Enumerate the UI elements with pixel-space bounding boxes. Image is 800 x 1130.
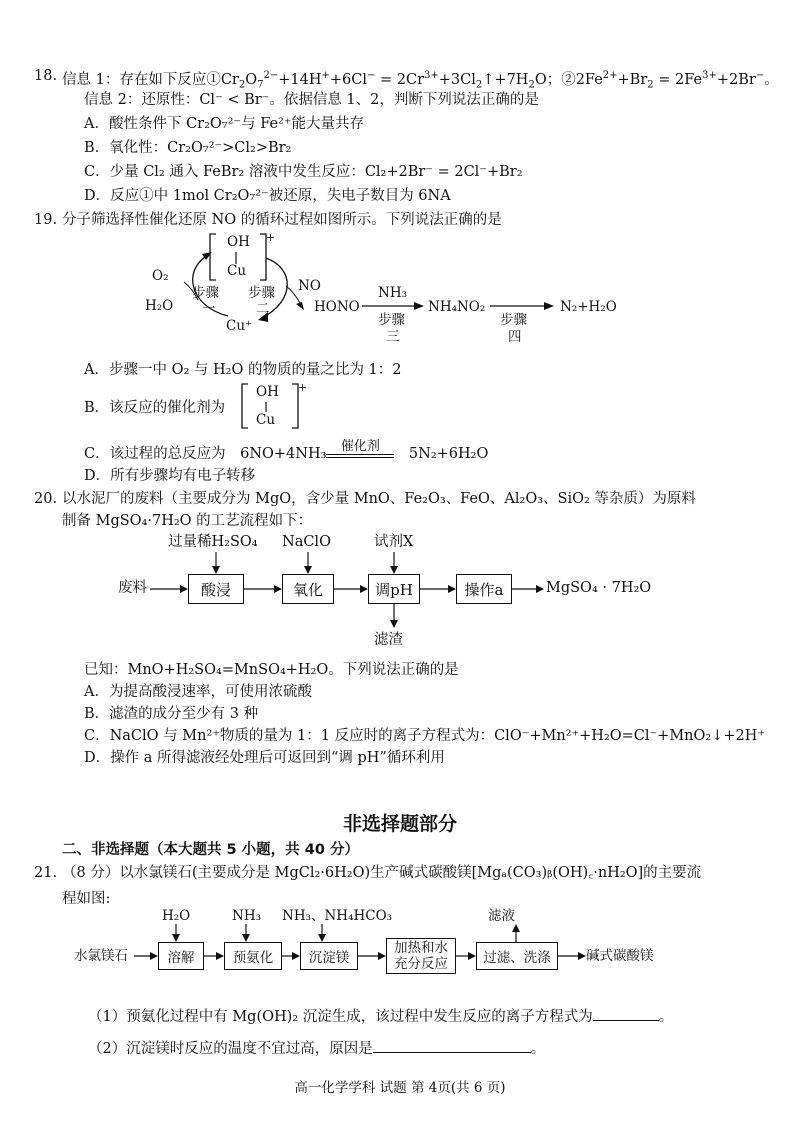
no-label: NO [298, 278, 321, 294]
reagent-h2so4: 过量稀H₂SO₄ [168, 534, 258, 550]
flow-residue: 滤渣 [374, 632, 403, 648]
q21-box-dissolve: 溶解 [158, 942, 204, 970]
q20-stem-line2: 制备 MgSO₄·7H₂O 的工艺流程如下： [62, 513, 313, 529]
hono-label: HONO [314, 299, 360, 315]
q21-box-filter-wash: 过滤、洗涤 [476, 942, 558, 970]
q21-box-heat-react: 加热和水 充分反应 [386, 938, 456, 974]
q19-b-charge: + [298, 381, 308, 394]
q20-option-b: B．滤渣的成分至少有 3 种 [84, 706, 259, 722]
o2-label: O₂ [152, 268, 169, 284]
flow-box-adjust-ph: 调pH [368, 574, 420, 604]
q18-info2: 信息 2：还原性：Cl⁻ < Br⁻。依据信息 1、2，判断下列说法正确的是 [84, 92, 539, 108]
step2-number: 二 [256, 301, 270, 317]
flow-box-acid-leach: 酸浸 [188, 574, 244, 604]
products-label: N₂+H₂O [560, 299, 617, 315]
q21-start: 水氯镁石 [74, 948, 128, 964]
q20-option-d: D．操作 a 所得滤液经处理后可返回到“调 pH”循环利用 [84, 750, 445, 766]
q19-option-c: C．该过程的总反应为 6NO+4NH₃ 催化剂 5N₂+6H₂O [84, 438, 489, 462]
h2o-label: H₂O [145, 298, 174, 314]
flow-start-waste: 废料 [118, 580, 147, 596]
q19-b-oh: OH [256, 384, 279, 400]
q18-info1: 信息 1：存在如下反应$①Cr_2O_7^{2-}+14H^++6Cl^-$ = $2Cr^{3+}+3Cl_2↑+7H_2O$；$②2Fe^{2+}+Br_2 = 2Fe^{3+}+2Br^-$。 [62, 70, 779, 91]
q21-part2-answer-blank[interactable] [373, 1038, 531, 1053]
q19-b-cu: Cu [256, 412, 276, 428]
cu-plus-label: Cu⁺ [226, 318, 253, 334]
q18-option-d: D．反应①中 1mol Cr₂O₇²⁻被还原，失电子数目为 6NA [84, 188, 451, 204]
page-footer: 高一化学学科 试题 第 4页(共 6 页) [294, 1080, 506, 1096]
q21-stem-line1: （8 分）以水氯镁石(主要成分是 MgCl₂·6H₂O)生产碱式碳酸镁[Mgₐ(CO₃)ᵦ(OH)꜀·nH₂O]的主要流 [62, 865, 702, 881]
section-title: 非选择题部分 [342, 813, 457, 835]
q21-part1-answer-blank[interactable] [593, 1006, 659, 1021]
nh3-label: NH₃ [378, 285, 407, 301]
q19-option-b: B．该反应的催化剂为 [84, 400, 226, 416]
flow-box-operation-a: 操作a [456, 574, 512, 604]
q19-option-a: A．步骤一中 O₂ 与 H₂O 的物质的量之比为 1：2 [84, 362, 402, 378]
step3-number: 三 [386, 329, 400, 345]
q19-stem: 分子筛选择性催化还原 NO 的循环过程如图所示。下列说法正确的是 [62, 212, 502, 228]
q18-option-a: A．酸性条件下 Cr₂O₇²⁻与 Fe²⁺能大量共存 [84, 116, 365, 132]
q21-number: 21. [34, 865, 58, 881]
complex-oh: OH [227, 234, 250, 250]
q21-box-precipitate-mg: 沉淀镁 [300, 942, 358, 970]
step1-number: 一 [202, 301, 216, 317]
q20-stem-line1: 以水泥厂的废料（主要成分为 MgO，含少量 MnO、Fe₂O₃、FeO、Al₂O₃、SiO₂ 等杂质）为原料 [62, 491, 696, 507]
q21-part1: （1）预氨化过程中有 Mg(OH)₂ 沉淀生成，该过程中发生反应的离子方程式为 。 [88, 1006, 673, 1027]
step4-label: 步骤 [500, 312, 527, 328]
q19-number: 19. [34, 212, 58, 228]
section-subtitle: 二、非选择题（本大题共 5 小题，共 40 分） [62, 842, 359, 858]
q20-known: 已知：MnO+H₂SO₄=MnSO₄+H₂O。下列说法正确的是 [84, 662, 459, 678]
q21-product: 碱式碳酸镁 [586, 948, 654, 964]
reagent-naclo: NaClO [282, 534, 331, 550]
step4-number: 四 [508, 329, 522, 345]
q19-option-d: D．所有步骤均有电子转移 [84, 468, 256, 484]
catalyst-label: 催化剂 [340, 438, 380, 454]
step2-label: 步骤 [248, 285, 275, 301]
q20-option-a: A．为提高酸浸速率，可使用浓硫酸 [84, 684, 312, 700]
q21-box-pre-ammoniation: 预氨化 [224, 942, 282, 970]
q20-number: 20. [34, 491, 58, 507]
q18-option-b: B．氧化性：Cr₂O₇²⁻>Cl₂>Br₂ [84, 140, 292, 156]
complex-cu: Cu [227, 263, 247, 279]
q18-option-c: C．少量 Cl₂ 通入 FeBr₂ 溶液中发生反应：Cl₂+2Br⁻ = 2Cl⁻+Br₂ [84, 164, 523, 180]
reagent-x: 试剂X [374, 534, 414, 550]
q21-part2: （2）沉淀镁时反应的温度不宜过高，原因是 。 [88, 1038, 545, 1059]
complex-charge: + [266, 231, 276, 244]
q20-option-c: C．NaClO 与 Mn²⁺物质的量为 1：1 反应时的离子方程式为：ClO⁻+Mn²⁺+H₂O=Cl⁻+MnO₂↓+2H⁺ [84, 728, 766, 744]
step1-label: 步骤 [192, 285, 219, 301]
q21-filtrate: 滤液 [488, 908, 515, 924]
flow-box-oxidation: 氧化 [282, 574, 334, 604]
q18-number: 18. [34, 68, 58, 84]
flow-product: MgSO₄ · 7H₂O [546, 580, 652, 596]
q21-stem-line2: 程如图: [62, 891, 111, 907]
q21-reagent-nh3-nh4hco3: NH₃、NH₄HCO₃ [282, 908, 393, 924]
q21-reagent-h2o: H₂O [162, 908, 191, 924]
nh4no2-label: NH₄NO₂ [428, 299, 486, 315]
step3-label: 步骤 [378, 312, 405, 328]
q21-reagent-nh3: NH₃ [232, 908, 261, 924]
